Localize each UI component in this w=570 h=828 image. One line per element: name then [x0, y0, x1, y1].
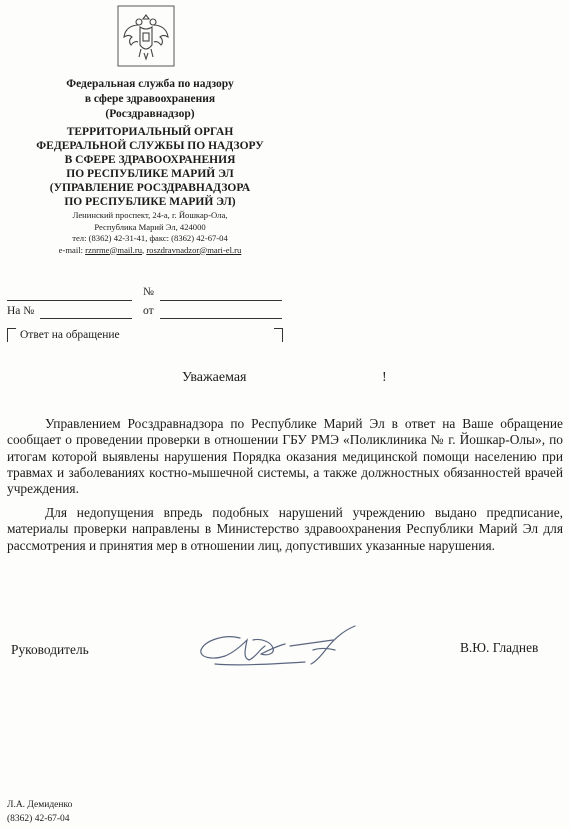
territorial-line: ТЕРРИТОРИАЛЬНЫЙ ОРГАН: [66, 126, 234, 138]
handwritten-signature-icon: [195, 620, 360, 670]
ref-number-line: [40, 318, 132, 319]
greeting-exclamation: !: [382, 370, 387, 385]
territorial-line: ФЕДЕРАЛЬНОЙ СЛУЖБЫ ПО НАДЗОРУ: [36, 140, 264, 152]
agency-line: в сфере здравоохранения: [84, 93, 216, 105]
executor-name: Л.А. Демиденко: [7, 800, 73, 810]
address-line-2: Республика Марий Эл, 424000: [94, 221, 206, 232]
territorial-line: (УПРАВЛЕНИЕ РОСЗДРАВНАДЗОРА: [49, 182, 251, 194]
redacted-recipient: [259, 369, 379, 387]
body-paragraph-2: Для недопущения впредь подобных нарушений учреждению выдано предписание, материалы проверки направлены в Министерство здравоохранения Республики Марий Эл для рассмотрения и принятия мер в отношении лиц, допустивших указанные нарушения.: [7, 505, 563, 553]
reg-number-line: [160, 300, 282, 301]
phone-line: тел: (8362) 42-31-41, факс: (8362) 42-67-04: [72, 233, 228, 243]
signatory-name: В.Ю. Гладнев: [460, 640, 539, 655]
address-line-1: Ленинский проспект, 24-а, г. Йошкар-Ола,: [72, 210, 228, 220]
contact-block: [0, 210, 300, 256]
agency-name: [0, 77, 300, 122]
reg-number-sign: №: [143, 286, 154, 298]
territorial-body-name: [0, 125, 300, 209]
subject-bracket-left: [7, 328, 16, 342]
territorial-line: ПО РЕСПУБЛИКЕ МАРИЙ ЭЛ: [66, 168, 234, 180]
body-paragraph-1: Управлением Росздравнадзора по Республике Марий Эл в ответ на Ваше обращение сообщает о проведении проверки в отношении ГБУ РМЭ «Поликлиника № г. Йошкар-Олы», по итогам которой выявлены нарушения Порядка оказания медицинской помощи населению при травмах и заболеваниях костно-мышечной системы, а также должностных обязанностей врачей учреждения.: [7, 416, 563, 497]
coat-of-arms-emblem-icon: [117, 5, 175, 67]
territorial-line: ПО РЕСПУБЛИКЕ МАРИЙ ЭЛ): [64, 196, 236, 208]
email-line: [0, 245, 300, 257]
territorial-line: В СФЕРЕ ЗДРАВООХРАНЕНИЯ: [64, 154, 236, 166]
subject-line: Ответ на обращение: [20, 329, 120, 341]
email-link-1[interactable]: rznrme@mail.ru: [85, 244, 142, 255]
greeting: Уважаемая: [182, 370, 247, 385]
agency-line: (Росздравнадзор): [105, 108, 195, 120]
email-link-2[interactable]: roszdravnadzor@mari-el.ru: [146, 244, 242, 255]
reg-date-line: [7, 300, 132, 301]
email-label: e-mail:: [58, 244, 83, 255]
executor-phone: (8362) 42-67-04: [7, 814, 70, 824]
ref-label: На №: [7, 305, 35, 317]
agency-line: Федеральная служба по надзору: [66, 78, 234, 90]
email-separator: ,: [142, 244, 145, 255]
subject-bracket-right: [274, 328, 283, 342]
ref-date-line: [160, 318, 282, 319]
signatory-role: Руководитель: [11, 642, 89, 657]
from-label: от: [143, 305, 154, 317]
